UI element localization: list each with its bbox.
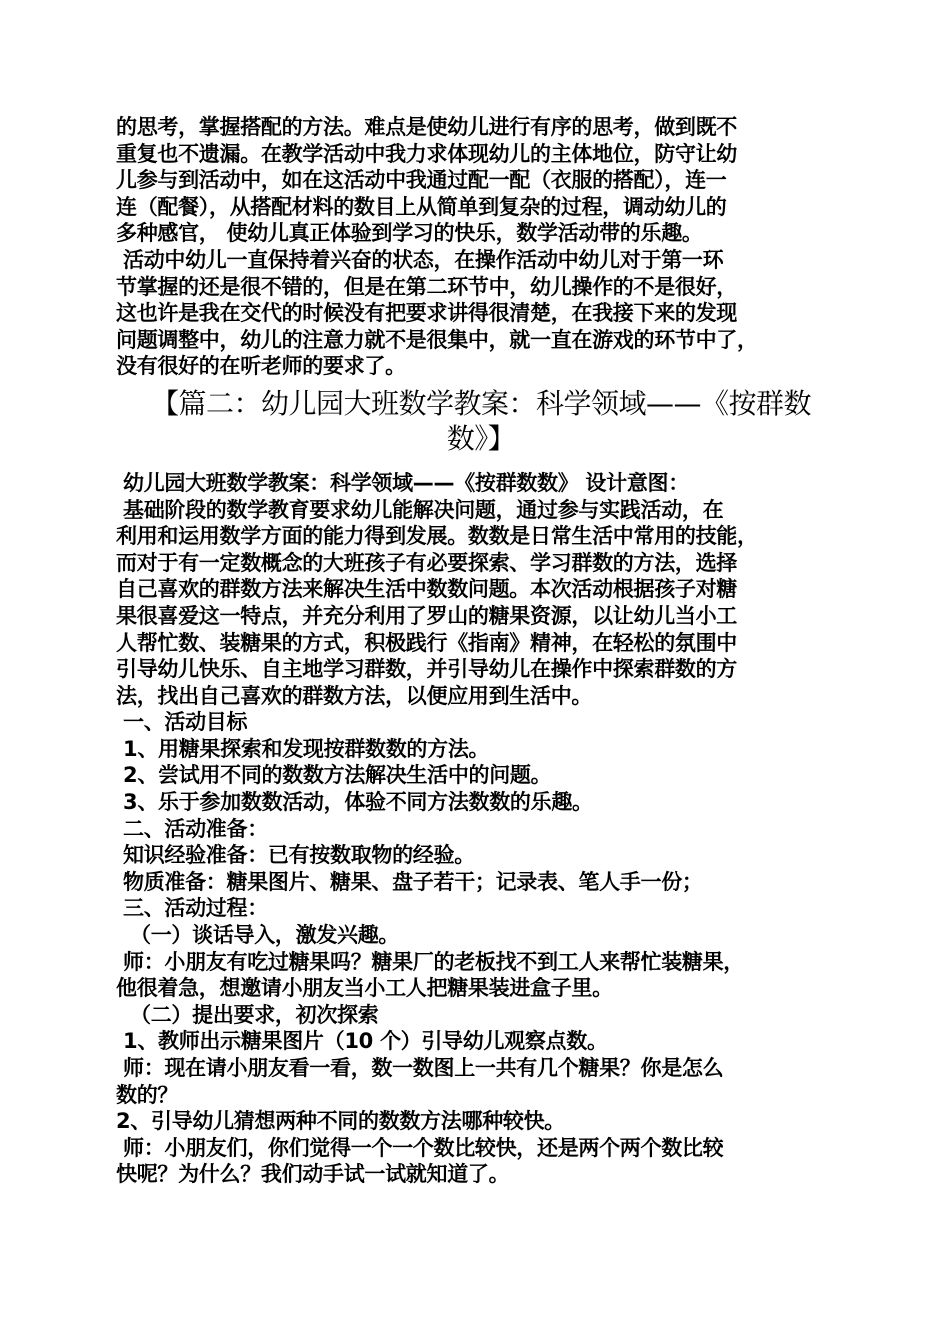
text-line: 多种感官， 使幼儿真正体验到学习的快乐，数学活动带的乐趣。 bbox=[116, 221, 703, 246]
text-line: 法，找出自己喜欢的群数方法，以便应用到生活中。 bbox=[116, 683, 593, 708]
document-content bbox=[116, 114, 846, 1188]
text-line: 人帮忙数、装糖果的方式，积极践行《指南》精神，在轻松的氛围中 bbox=[116, 630, 737, 655]
text-line: 的思考，掌握搭配的方法。难点是使幼儿进行有序的思考，做到既不 bbox=[116, 115, 737, 139]
text-line: 活动中幼儿一直保持着兴奋的状态，在操作活动中幼儿对于第一环 bbox=[116, 247, 724, 272]
text-line: 连（配餐），从搭配材料的数目上从简单到复杂的过程，调动幼儿的 bbox=[116, 194, 727, 219]
text-line: 师：现在请小朋友看一看，数一数图上一共有几个糖果？你是怎么 bbox=[116, 1056, 724, 1080]
section-title: 二、活动准备： bbox=[116, 816, 268, 841]
subsection-title: （二）提出要求，初次探索 bbox=[116, 1002, 379, 1027]
text-line: 节掌握的还是很不错的，但是在第二环节中，幼儿操作的不是很好， bbox=[116, 274, 737, 299]
text-line: 快呢？为什么？我们动手试一试就知道了。 bbox=[116, 1162, 510, 1187]
text-line: 幼儿园大班数学教案：科学领域——《按群数数》 设计意图： bbox=[116, 470, 689, 495]
list-item: 2、尝试用不同的数数方法解决生活中的问题。 bbox=[116, 763, 552, 788]
text-line: 这也许是我在交代的时候没有把要求讲得很清楚，在我接下来的发现 bbox=[116, 301, 737, 326]
top-paragraph bbox=[116, 114, 846, 380]
subsection-title: （一）谈话导入，激发兴趣。 bbox=[116, 923, 400, 948]
text-line: 师：小朋友们，你们觉得一个一个数比较快，还是两个两个数比较 bbox=[116, 1135, 724, 1160]
list-item: 3、乐于参加数数活动，体验不同方法数数的乐趣。 bbox=[116, 790, 593, 815]
list-item: 1、教师出示糖果图片（10 个）引导幼儿观察点数。 bbox=[116, 1029, 608, 1054]
text-line: 而对于有一定数概念的大班孩子有必要探索、学习群数的方法，选择 bbox=[116, 550, 737, 575]
text-line: 师：小朋友有吃过糖果吗？糖果厂的老板找不到工人来帮忙装糖果， bbox=[116, 949, 745, 974]
text-line: 儿参与到活动中，如在这活动中我通过配一配（衣服的搭配），连一 bbox=[116, 168, 727, 193]
text-line: 利用和运用数学方面的能力得到发展。数数是日常生活中常用的技能， bbox=[116, 524, 758, 549]
text-line: 数的？ bbox=[116, 1082, 179, 1107]
text-line: 知识经验准备：已有按数取物的经验。 bbox=[116, 843, 475, 868]
section-title: 一、活动目标 bbox=[116, 710, 248, 735]
heading-line: 【篇二：幼儿园大班数学教案：科学领域——《按群数 bbox=[150, 386, 811, 420]
text-line: 果很喜爱这一特点，并充分利用了罗山的糖果资源，以让幼儿当小工 bbox=[116, 603, 737, 628]
list-item: 1、用糖果探索和发现按群数数的方法。 bbox=[116, 736, 490, 761]
section-title: 三、活动过程： bbox=[116, 896, 268, 921]
section-heading bbox=[116, 386, 846, 456]
text-line: 问题调整中，幼儿的注意力就不是很集中，就一直在游戏的环节中了， bbox=[116, 327, 758, 352]
text-line: 他很着急，想邀请小朋友当小工人把糖果装进盒子里。 bbox=[116, 976, 613, 1001]
text-line: 没有很好的在听老师的要求了。 bbox=[116, 354, 406, 379]
list-item: 2、引导幼儿猜想两种不同的数数方法哪种较快。 bbox=[116, 1109, 566, 1134]
text-line: 自己喜欢的群数方法来解决生活中数数问题。本次活动根据孩子对糖 bbox=[116, 577, 737, 602]
text-line: 物质准备：糖果图片、糖果、盘子若干；记录表、笔人手一份； bbox=[116, 869, 703, 894]
heading-line: 数》】 bbox=[446, 421, 516, 455]
text-line: 引导幼儿快乐、自主地学习群数，并引导幼儿在操作中探索群数的方 bbox=[116, 657, 737, 682]
text-line: 基础阶段的数学教育要求幼儿能解决问题，通过参与实践活动，在 bbox=[116, 497, 724, 522]
text-line: 重复也不遗漏。在教学活动中我力求体现幼儿的主体地位，防守让幼 bbox=[116, 141, 737, 166]
body-text bbox=[116, 470, 846, 1188]
